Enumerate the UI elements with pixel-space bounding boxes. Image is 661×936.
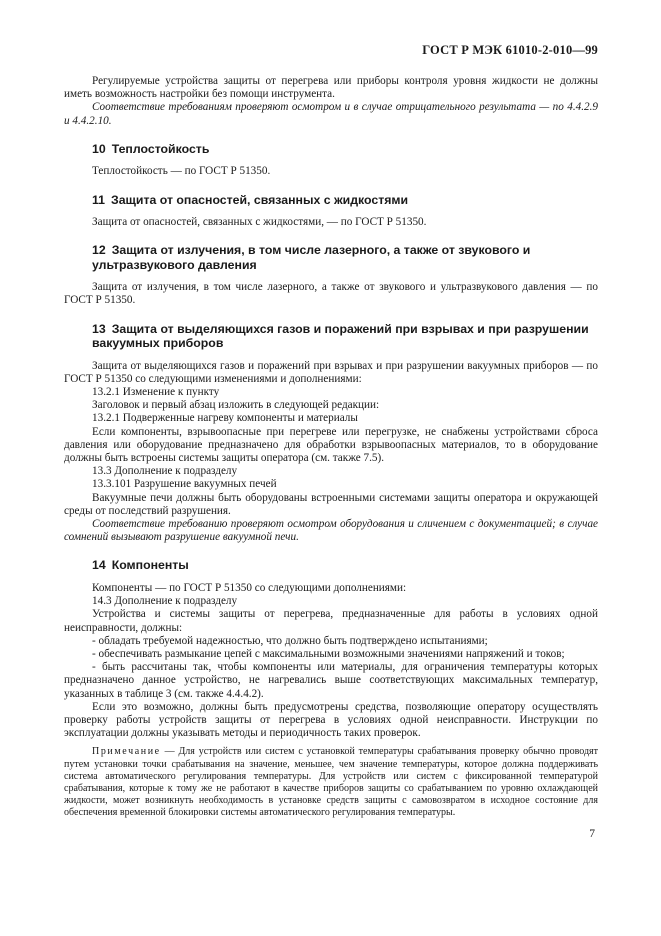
section-13-heading: [64, 322, 598, 351]
section-12-heading: [64, 243, 598, 272]
subsection-heading: 13.2.1 Подверженные нагреву компоненты и материалы: [92, 412, 358, 425]
list-item: - быть рассчитаны так, чтобы компоненты или материалы, для ограничения температуры которых предназначено данное устройство, не нагревались выше соответствующих максимальных температур, указанных в таблице 3 (см. также 4.4.4.2).: [64, 661, 598, 700]
subsection-heading: 13.3 Дополнение к подразделу: [92, 465, 238, 478]
section-11-heading: [64, 193, 598, 208]
paragraph: Защита от опасностей, связанных с жидкостями, — по ГОСТ Р 51350.: [92, 216, 427, 229]
section-title: Компоненты: [111, 558, 189, 573]
list-item: - обладать требуемой надежностью, что должно быть подтверждено испытаниями;: [92, 634, 488, 647]
paragraph: Устройства и системы защиты от перегрева, предназначенные для работы в условиях одной неисправности, должны:: [64, 608, 598, 634]
subsection-heading: 13.3.101 Разрушение вакуумных печей: [92, 478, 277, 491]
paragraph: Защита от выделяющихся газов и поражений при взрывах и при разрушении вакуумных приборов — по ГОСТ Р 51350 со следующими изменениями и дополнениями:: [64, 359, 598, 385]
section-10-heading: [64, 142, 598, 157]
subsection-heading: 14.3 Дополнение к подразделу: [92, 595, 238, 608]
note-label: Примечание: [92, 746, 161, 758]
note: [64, 746, 598, 819]
page-content: [64, 75, 598, 820]
paragraph: Если это возможно, должны быть предусмотрены средства, позволяющие оператору осуществлять проверку работы устройств защиты от перегрева в условиях одной неисправности. Инструкции по эксплуатации должны указывать методы и периодичность таких проверок.: [64, 700, 598, 740]
note-text: — Для устройств или систем с установкой температуры срабатывания проверку обычно проводят путем установки точки срабатывания на значение, меньшее, чем значение температуры, которое должна поддерживать система автоматического регулирования температуры. Для устройств или систем с фиксированной температурой срабатывания, которые к тому же не работают в качестве приборов защиты со срабатыванием по уровню охлаждающей жидкости, может возникнуть необходимость в установке средств защиты с самовозвратом в исходное состояние для обеспечения временной блокировки системы автоматического регулирования температуры.: [64, 746, 598, 819]
section-number: 12: [92, 243, 106, 258]
paragraph: Если компоненты, взрывоопасные при перегреве или перегрузке, не снабжены устройствами сброса давления или оборудование предназначено для обработки взрывоопасных материалов, то в оборудование должны быть встроены системы защиты оператора (см. также 7.5).: [64, 425, 598, 465]
section-number: 13: [92, 321, 106, 336]
compliance-text: Соответствие требованиям проверяют осмотром и в случае отрицательного результата — по 4.4.2.9 и 4.4.2.10.: [64, 101, 598, 127]
paragraph: Компоненты — по ГОСТ Р 51350 со следующими дополнениями:: [92, 581, 407, 594]
document-header: ГОСТ Р МЭК 61010-2-010—99: [422, 43, 598, 57]
list-item: - обеспечивать размыкание цепей с максимальными возможными значениями напряжений и токов;: [92, 647, 565, 660]
section-number: 14: [92, 558, 106, 573]
paragraph: Теплостойкость — по ГОСТ Р 51350.: [92, 165, 271, 178]
section-title: Защита от опасностей, связанных с жидкостями: [111, 192, 409, 207]
section-title: Защита от выделяющихся газов и поражений при взрывах и при разрушении вакуумных приборов: [92, 321, 589, 351]
paragraph: Регулируемые устройства защиты от перегрева или приборы контроля уровня жидкости не должны иметь возможность настройки без помощи инструмента.: [64, 75, 598, 101]
section-number: 11: [92, 192, 105, 207]
paragraph: Заголовок и первый абзац изложить в следующей редакции:: [92, 399, 380, 412]
section-number: 10: [92, 141, 106, 156]
paragraph: Защита от излучения, в том числе лазерного, а также от звукового и ультразвукового давления — по ГОСТ Р 51350.: [64, 281, 598, 307]
subsection-heading: 13.2.1 Изменение к пункту: [92, 386, 220, 399]
paragraph: Вакуумные печи должны быть оборудованы встроенными системами защиты оператора и окружающей среды от последствий разрушения.: [64, 491, 598, 517]
section-title: Теплостойкость: [111, 141, 210, 156]
compliance-text: Соответствие требованию проверяют осмотром оборудования и сличением с документацией; в случае сомнений вызывают разрушение вакуумной печи.: [64, 518, 598, 544]
page-number: 7: [589, 828, 595, 840]
section-14-heading: [64, 558, 598, 573]
section-title: Защита от излучения, в том числе лазерного, а также от звукового и ультразвукового давления: [92, 243, 531, 272]
